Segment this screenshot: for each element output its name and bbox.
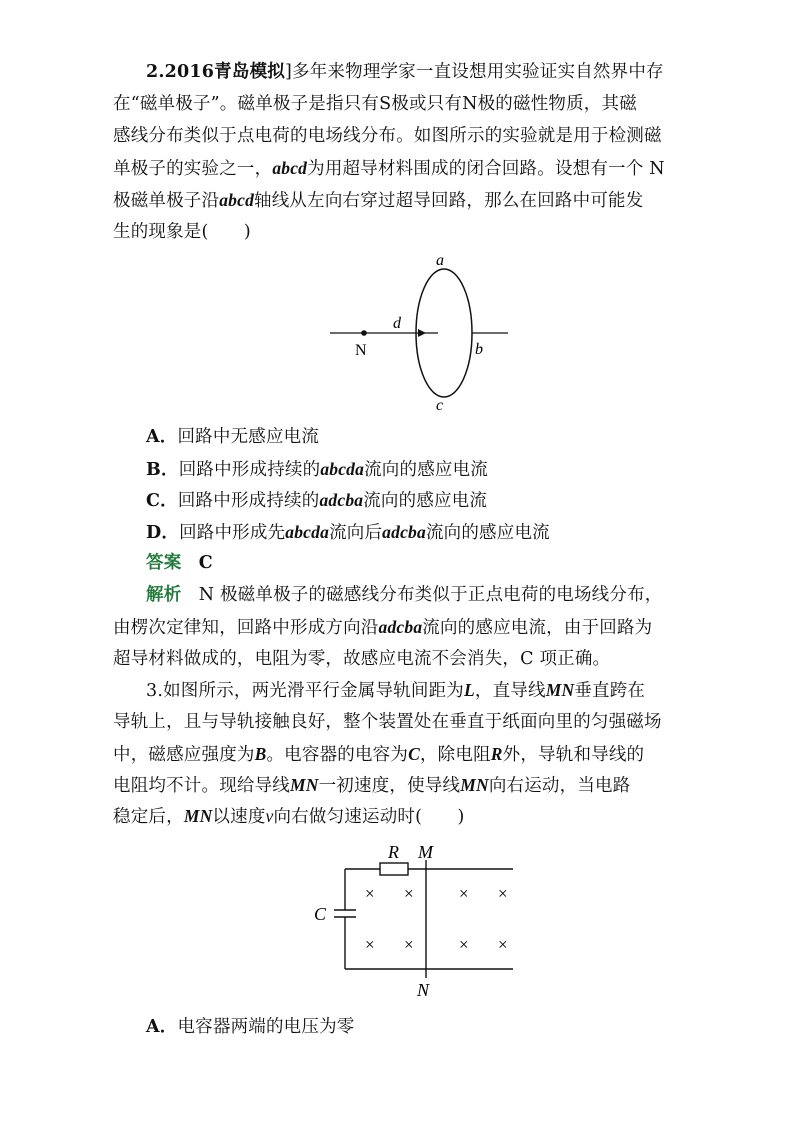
field-cross: × (459, 935, 469, 954)
analysis-label: 解析 (146, 585, 182, 605)
q3-text-3a: 中，磁感应强度为 (113, 745, 255, 765)
option-text-post: 流向的感应电流 (363, 491, 488, 511)
q3-line-2: 导轨上，且与导轨接触良好，整个装置处在垂直于纸面向里的匀强磁场 (113, 712, 662, 732)
q2-loop-name: abcd (272, 158, 308, 178)
option-path: abcda (285, 522, 330, 542)
q3-var-l: L (464, 680, 475, 700)
q3-text-1c: 垂直跨在 (574, 681, 646, 701)
q2-line-5 (113, 190, 643, 211)
option-text-post: 流向的感应电流 (425, 523, 550, 543)
option-text: 电容器两端的电压为零 (177, 1017, 355, 1037)
q2-line-6: 生的现象是( ) (113, 222, 251, 242)
analysis-text-2b: 流向的感应电流，由于回路为 (422, 618, 653, 638)
field-cross: × (404, 884, 414, 903)
field-cross: × (498, 884, 508, 903)
option-text: 回路中无感应电流 (177, 427, 320, 447)
option-path: abcda (320, 459, 365, 479)
q3-var-mn: MN (290, 775, 319, 795)
q2-loop-name-2: abcd (219, 190, 255, 210)
q3-text-5a: 稳定后， (113, 807, 184, 827)
option-d (146, 522, 550, 543)
q2-text-4a: 单极子的实验之一， (113, 159, 273, 179)
field-cross: × (365, 884, 375, 903)
q2-source: 2016青岛模拟 (164, 62, 285, 82)
label-d: d (393, 315, 401, 332)
arrow-head (418, 329, 426, 337)
q3-figure (300, 836, 530, 1006)
q2-bracket: ] (284, 62, 293, 82)
option-letter: D． (146, 523, 180, 543)
option-letter: B． (146, 460, 179, 480)
q2-text-5a: 极磁单极子沿 (113, 191, 220, 211)
q2-line-4 (113, 158, 665, 179)
q3-text-4b: 一初速度，使导线 (318, 776, 461, 796)
q3-var-v: v (265, 806, 274, 826)
analysis-path: adcba (378, 617, 423, 637)
q2-line-2: 在“磁单极子”。磁单极子是指只有S极或只有N极的磁性物质，其磁 (113, 94, 637, 114)
q2-figure (320, 248, 520, 418)
option-text-mid: 流向后 (329, 523, 383, 543)
field-cross: × (404, 935, 414, 954)
q3-var-b: B (254, 744, 267, 764)
analysis-text-2a: 由楞次定律知，回路中形成方向沿 (113, 618, 379, 638)
label-n: N (355, 342, 367, 359)
q3-var-mn: MN (545, 680, 575, 700)
label-c: C (314, 904, 327, 924)
analysis-text-1: N 极磁单极子的磁感线分布类似于正点电荷的电场线分布， (198, 585, 663, 605)
q3-var-c: C (408, 744, 420, 764)
q2-line-3: 感线分布类似于点电荷的电场线分布。如图所示的实验就是用于检测磁 (113, 126, 662, 146)
q3-text-4c: 向右运动，当电路 (488, 776, 631, 796)
answer-line (146, 553, 213, 573)
q3-text-4a: 电阻均不计。现给导线 (113, 776, 290, 796)
analysis-line-1 (146, 585, 662, 605)
option-text: 回路中形成持续的 (177, 491, 320, 511)
option-letter: C． (146, 491, 178, 511)
q2-number: 2. (146, 62, 165, 82)
q2-line-1 (146, 62, 664, 82)
q3-var-mn-2: MN (460, 775, 489, 795)
q3-var-mn: MN (183, 806, 213, 826)
option-b (146, 459, 488, 480)
q3-line-1 (146, 680, 645, 701)
q2-text-5b: 轴线从左向右穿过超导回路，那么在回路中可能发 (254, 191, 644, 211)
option-a (146, 427, 319, 447)
field-cross: × (365, 935, 375, 954)
q3-text-3c: ，除电阻 (419, 745, 491, 765)
q3-text-5b: 以速度 (212, 807, 266, 827)
monopole-dot (361, 330, 367, 336)
q2-text-4b: 为用超导材料围成的闭合回路。设想有一个 N (307, 159, 665, 179)
q3-text-5c: 向右做匀速运动时( ) (273, 807, 465, 827)
q3-text-1b: ，直导线 (474, 681, 546, 701)
label-b: b (475, 341, 483, 358)
q3-line-5 (113, 806, 465, 827)
q3-text-3d: 外，导轨和导线的 (502, 745, 645, 765)
q3-var-r: R (490, 744, 503, 764)
answer-label: 答案 (146, 553, 182, 573)
q3-line-4 (113, 775, 630, 796)
option-letter: A． (146, 1017, 178, 1037)
option-c (146, 490, 487, 511)
option-text-post: 流向的感应电流 (364, 460, 488, 480)
label-a: a (436, 252, 444, 269)
resistor (380, 863, 408, 875)
q2-text-1: 多年来物理学家一直设想用实验证实自然界中存 (292, 62, 664, 82)
option-path: adcba (319, 490, 364, 510)
q3-text-3b: 。电容器的电容为 (266, 745, 409, 765)
label-m: M (418, 842, 433, 862)
label-n: N (417, 980, 430, 1000)
label-r: R (388, 842, 399, 862)
analysis-line-3: 超导材料做成的，电阻为零，故感应电流不会消失，C 项正确。 (113, 649, 611, 669)
option-text: 回路中形成持续的 (178, 460, 321, 480)
q3-line-3 (113, 744, 644, 765)
field-cross: × (459, 884, 469, 903)
label-c: c (436, 397, 444, 414)
q3-option-a (146, 1017, 354, 1037)
option-path-2: adcba (382, 522, 426, 542)
field-cross: × (498, 935, 508, 954)
option-letter: A． (146, 427, 178, 447)
option-text: 回路中形成先 (179, 523, 286, 543)
answer-value: C (198, 553, 213, 573)
analysis-line-2 (113, 617, 652, 638)
q3-text-1a: 3.如图所示，两光滑平行金属导轨间距为 (146, 681, 464, 701)
